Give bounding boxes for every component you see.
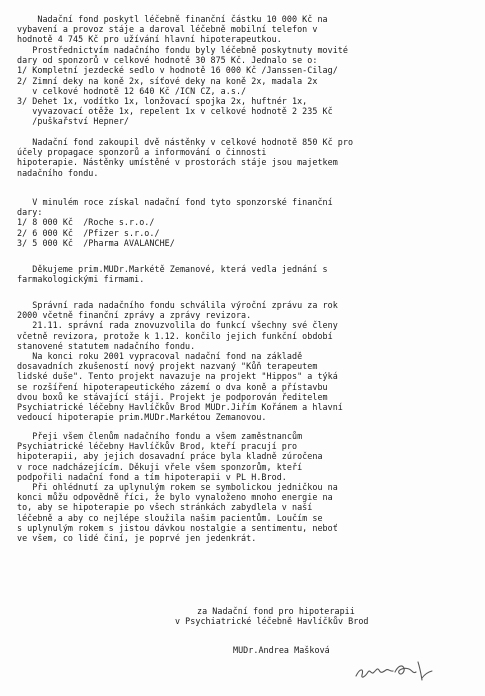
text-line: stanovené statutem nadačního fondu. <box>17 340 196 351</box>
paragraph-financial-contribution <box>17 14 463 45</box>
text-line: 2000 včetně finanční zprávy a zprávy revizora. <box>17 310 252 321</box>
text-line: včetně revizora, protože k 1.12. končilo jejich funkční období <box>17 330 333 341</box>
paragraph-board-and-project <box>17 300 463 422</box>
list-item: /puškařství Hepner/ <box>17 116 130 127</box>
text-line: nadačního fondu. <box>17 167 99 178</box>
signatory-block <box>233 645 433 655</box>
text-line: hipoterapii, aby jejich dosavadní práce byla kladně zúročena <box>17 451 323 462</box>
text-line: Při ohlédnutí za uplynulým rokem se symbolickou jedničkou na <box>17 482 338 493</box>
text-line: dary: <box>17 207 43 218</box>
text-line: dvou boxů ke stávající stáji. Projekt je podporován ředitelem <box>17 391 328 402</box>
text-line: Děkujeme prim.MUDr.Markétě Zemanové, která vedla jednání s <box>17 264 328 274</box>
text-line: hodnotě 4 745 Kč pro užívání hlavní hipoterapeutkou. <box>17 34 282 45</box>
closing-block <box>175 606 467 627</box>
paragraph-wishes-and-closing <box>17 431 463 543</box>
text-line: Psychiatrické léčebny Havlíčkův Brod, kteří pracují pro <box>17 441 298 452</box>
list-item: 3/ 5 000 Kč /Pharma AVALANCHE/ <box>17 237 175 248</box>
text-line: Psychiatrické léčebny Havlíčkův Brod MUDr.Jiřím Kořánem a hlavní <box>17 402 343 413</box>
text-line: lidské duše". Tento projekt navazuje na projekt "Hippos" a týká <box>17 371 338 382</box>
list-item: 2/ 6 000 Kč /Pfizer s.r.o./ <box>17 227 160 238</box>
list-item: v celkové hodnotě 12 640 Kč /ICN CZ, a.s./ <box>17 85 247 96</box>
text-line: Nadační fond zakoupil dvě nástěnky v celkové hodnotě 850 Kč pro <box>17 137 354 147</box>
text-line: vybavení a provoz stáje a daroval léčebně mobilní telefon v <box>17 24 318 35</box>
list-item: vyvazovací otěže 1x, repelent 1x v celkové hodnotě 2 235 Kč <box>17 106 333 117</box>
text-line: léčebně a aby co nejlépe sloužila našim pacientům. Loučím se <box>17 512 323 523</box>
paragraph-sponsor-donations <box>17 197 463 248</box>
text-line: 21.11. správní rada znovuzvolila do funkcí všechny své členy <box>17 320 338 331</box>
text-line: dary od sponzorů v celkové hodnotě 30 875 Kč. Jednalo se o: <box>17 55 318 66</box>
text-line: podpořili nadační fond a tím hipoterapii v PL H.Brod. <box>17 471 287 482</box>
list-item: 2/ Zimní deky na koně 2x, síťové deky na koně 2x, madala 2x <box>17 75 318 86</box>
text-line: dosavadních zkušeností nový projekt nazvaný "Kůň terapeutem <box>17 361 318 372</box>
text-line: Přeji všem členům nadačního fondu a všem zaměstnancům <box>17 431 303 441</box>
text-line: hipoterapie. Nástěnky umístěné v prostorách stáje jsou majetkem <box>17 157 338 168</box>
text-line: V minulém roce získal nadační fond tyto sponzorské finanční <box>17 197 333 207</box>
list-item: 1/ 8 000 Kč /Roche s.r.o./ <box>17 217 155 228</box>
text-line: konci můžu odpovědně říci, že bylo vynaloženo mnoho energie na <box>17 492 333 503</box>
text-line: účely propagace sponzorů a informování o činnosti <box>17 147 267 158</box>
text-line: to, aby se hipoterapie po všech stránkách zabydlela v naší <box>17 502 313 513</box>
signatory-name: MUDr.Andrea Mašková <box>233 645 330 655</box>
paragraph-thanks <box>17 264 463 284</box>
text-line: Na konci roku 2001 vypracoval nadační fond na základě <box>17 351 303 362</box>
text-line: s uplynulým rokem s jistou dávkou nostalgie a sentimentu, neboť <box>17 522 338 533</box>
list-item: 3/ Dehet 1x, vodítko 1x, lonžovací spojka 2x, huftnér 1x, <box>17 96 308 107</box>
text-line: Správní rada nadačního fondu schválila výroční zprávu za rok <box>17 300 338 310</box>
paragraph-sponsor-gifts <box>17 45 463 127</box>
text-line: ve všem, co lidé činí, je poprvé jen jedenkrát. <box>17 533 257 544</box>
text-line: Nadační fond poskytl léčebně finanční částku 10 000 Kč na <box>17 14 328 24</box>
list-item: 1/ Kompletní jezdecké sedlo v hodnotě 16 000 Kč /Janssen-Cilag/ <box>17 65 338 76</box>
text-line: se rozšíření hipoterapeutického zázemí o dva koně a přístavbu <box>17 381 328 392</box>
text-line: Prostřednictvím nadačního fondu byly léčebně poskytnuty movité <box>17 45 348 55</box>
closing-line-institution: v Psychiatrické léčebně Havlíčkův Brod <box>175 616 369 627</box>
paragraph-notice-boards <box>17 137 463 178</box>
text-line: vedoucí hipoterapie prim.MUDr.Markétou Zemanovou. <box>17 412 267 423</box>
text-line: v roce nadcházejícím. Děkuji vřele všem sponzorům, kteří <box>17 461 303 472</box>
closing-line-foundation: za Nadační fond pro hipoterapii <box>197 606 355 616</box>
handwritten-signature <box>352 658 438 684</box>
text-line: farmakologickými firmami. <box>17 274 145 285</box>
